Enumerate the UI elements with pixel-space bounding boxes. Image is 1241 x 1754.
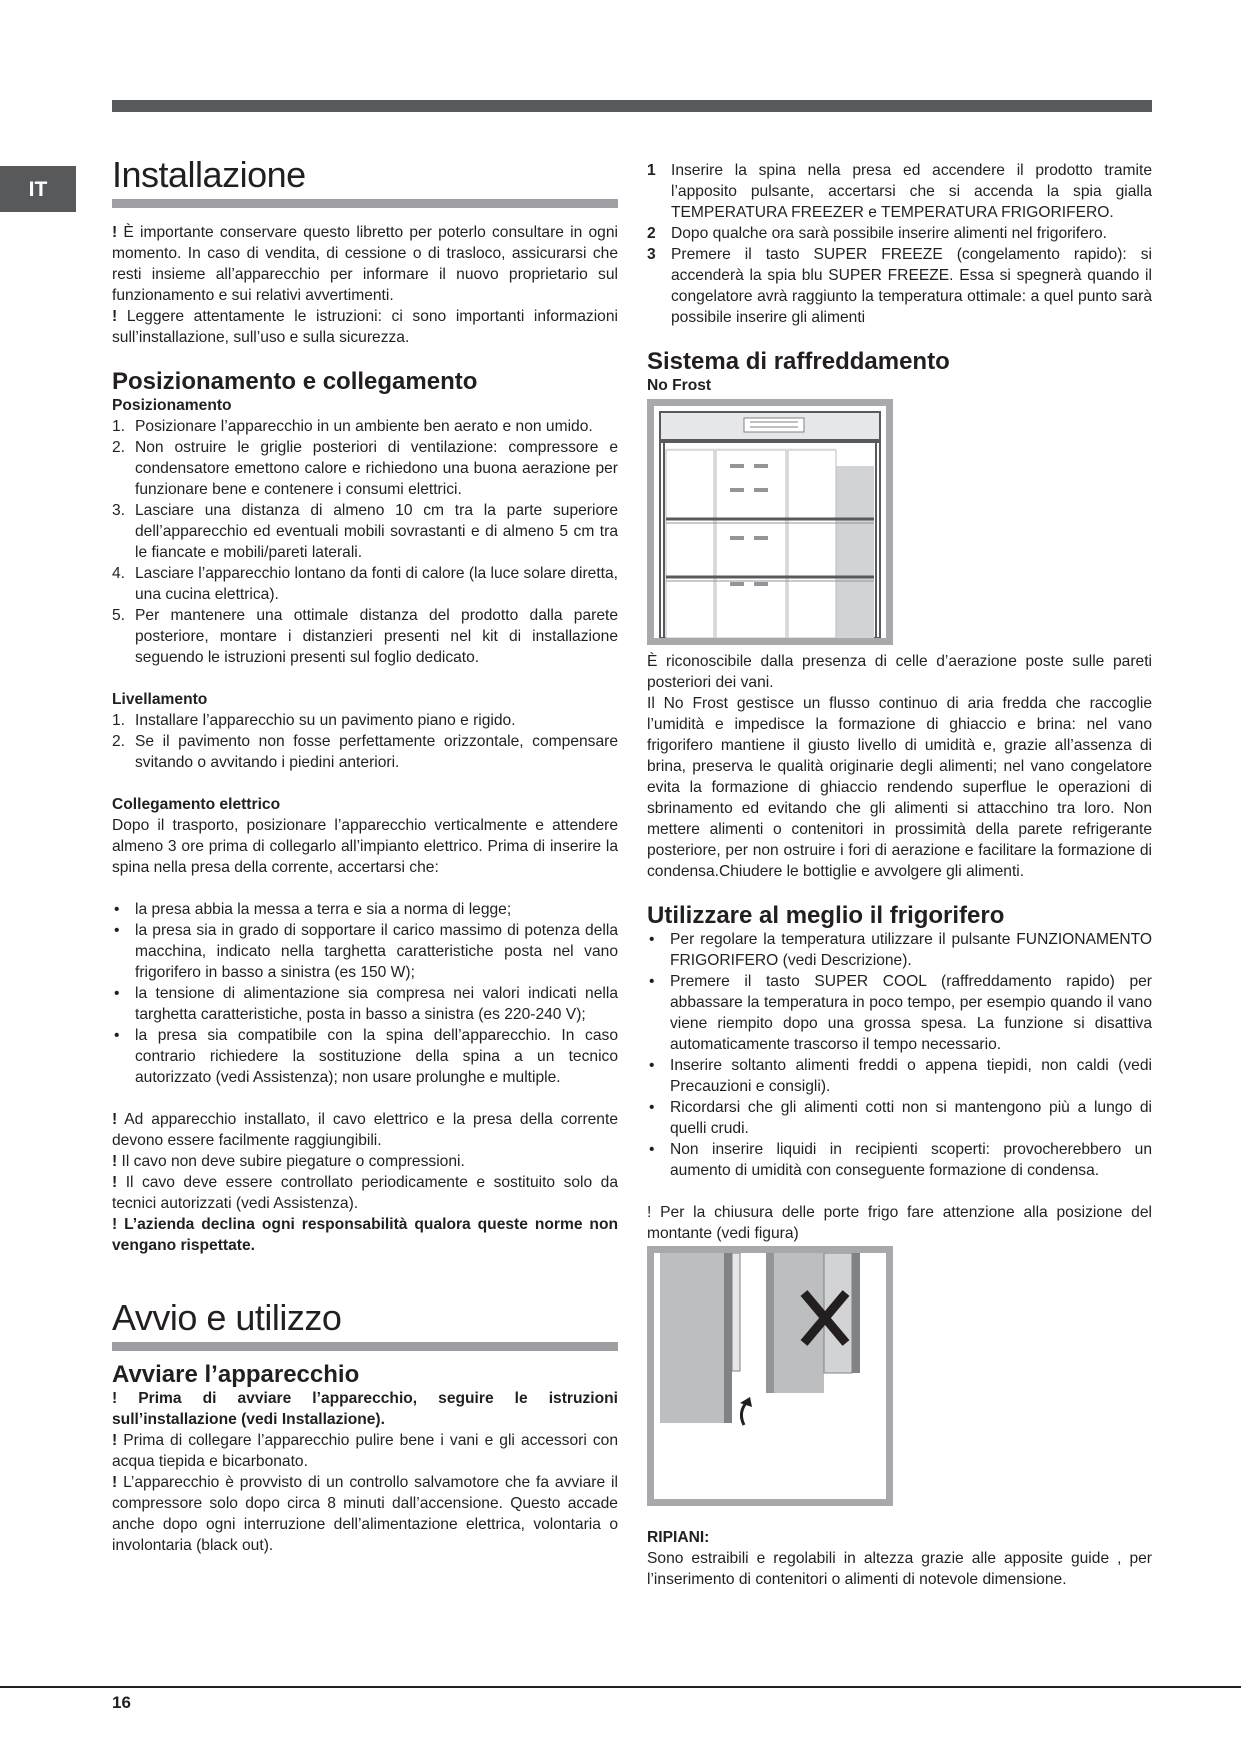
subheading-posizionamento: Posizionamento xyxy=(112,397,232,414)
collegamento-checklist xyxy=(112,899,618,1088)
list-item: • Non inserire liquidi in recipienti scoperti: provocherebbero un aumento di umidità con conseguente formazione di condensa. xyxy=(647,1139,1152,1181)
list-item: • Premere il tasto SUPER COOL (raffreddamento rapido) per abbassare la temperatura in poco tempo, per esempio quando il vano viene riempito dopo una grossa spesa. La funzione si disattiva automaticamente trascorso il tempo necessario. xyxy=(647,971,1152,1055)
section-title-installazione: Installazione xyxy=(112,154,618,208)
list-item: • la presa sia compatibile con la spina dell’apparecchio. In caso contrario richiedere la sostituzione della spina a un tecnico autorizzato (vedi Assistenza); non usare prolunghe e multiple. xyxy=(112,1025,618,1088)
livellamento-list xyxy=(112,710,618,773)
list-item: 1. Installare l’apparecchio su un pavimento piano e rigido. xyxy=(112,712,516,729)
subheading-no-frost: No Frost xyxy=(647,377,712,394)
collegamento-paragraph: Dopo il trasporto, posizionare l’apparecchio verticalmente e attendere almeno 3 ore prima di collegarlo all’impianto elettrico. Prima di inserire la spina nella presa della corrente, accertarsi che: xyxy=(112,817,618,876)
utilizzare-list xyxy=(647,929,1152,1181)
bottom-rule xyxy=(0,1686,1241,1688)
posizionamento-list xyxy=(112,416,618,668)
door-mullion-illustration xyxy=(654,1253,886,1499)
avviare-warning: ! Prima di avviare l’apparecchio, seguire le istruzioni sull’installazione (vedi Installazione). xyxy=(112,1390,618,1428)
avviare-paragraph-2: ! L’apparecchio è provvisto di un controllo salvamotore che fa avviare il compressore solo dopo circa 8 minuti dall’accensione. Questo accade anche dopo ogni interruzione dell’alimentazione elettrica, volontaria o involontaria (black out). xyxy=(112,1474,618,1554)
heading-utilizzare: Utilizzare al meglio il frigorifero xyxy=(647,902,1005,929)
list-item: 5. Per mantenere una ottimale distanza del prodotto dalla parete posteriore, montare i distanzieri presenti nel kit di installazione seguendo le istruzioni presenti sul foglio dedicato. xyxy=(112,607,618,666)
door-mullion-figure xyxy=(647,1246,893,1506)
no-frost-figure xyxy=(647,399,893,645)
left-column xyxy=(112,154,618,1556)
language-tab xyxy=(0,166,76,212)
warning-3: ! Il cavo deve essere controllato periodicamente e sostituito solo da tecnici autorizzati (vedi Assistenza). xyxy=(112,1174,618,1212)
no-frost-paragraph-2: Il No Frost gestisce un flusso continuo di aria fredda che raccoglie l’umidità e impedisce la formazione di ghiaccio e brina: nel vano frigorifero mantiene il giusto livello di umidità e, grazie all’assenza di brina, preserva le qualità originarie degli alimenti; nel vano congelatore evita la formazione di ghiaccio rendendo superflue le operazioni di sbrinamento ed evitando che gli alimenti si attacchino tra loro. Non mettere alimenti o contenitori in prossimità della parete refrigerante posteriore, per non ostruire i fori di aerazione e facilitare la formazione di condensa.Chiudere le bottiglie e avvolgere gli alimenti. xyxy=(647,695,1152,880)
warning-4: ! L’azienda declina ogni responsabilità qualora queste norme non vengano rispettate. xyxy=(112,1216,618,1254)
right-column xyxy=(647,160,1152,1590)
subheading-ripiani: RIPIANI: xyxy=(647,1529,710,1546)
door-note: ! Per la chiusura delle porte frigo fare attenzione alla posizione del montante (vedi figura) xyxy=(647,1204,1152,1242)
subheading-collegamento-elettrico: Collegamento elettrico xyxy=(112,796,281,813)
list-item: 2 Dopo qualche ora sarà possibile inserire alimenti nel frigorifero. xyxy=(647,225,1107,242)
list-item: 4. Lasciare l’apparecchio lontano da fonti di calore (la luce solare diretta, una cucina elettrica). xyxy=(112,565,618,603)
warning-1: ! Ad apparecchio installato, il cavo elettrico e la presa della corrente devono essere facilmente raggiungibili. xyxy=(112,1111,618,1149)
heading-avviare: Avviare l’apparecchio xyxy=(112,1361,360,1388)
list-item: 1. Posizionare l’apparecchio in un ambiente ben aerato e non umido. xyxy=(112,418,593,435)
list-item: 2. Non ostruire le griglie posteriori di ventilazione: compressore e condensatore emettono calore e richiedono una buona aerazione per funzionare bene e contenere i consumi elettrici. xyxy=(112,439,618,498)
intro-text-1: È importante conservare questo libretto per poterlo consultare in ogni momento. In caso di vendita, di cessione o di trasloco, assicurarsi che resti insieme all’apparecchio per informare il nuovo proprietario sul funzionamento e sui relativi avvertimenti. xyxy=(112,224,618,304)
top-rule xyxy=(112,100,1152,112)
intro-paragraph-1: ! È importante conservare questo libretto per poterlo consultare in ogni momento. In caso di vendita, di cessione o di trasloco, assicurarsi che resti insieme all’apparecchio per informare il nuovo proprietario sul funzionamento e sui relativi avvertimenti. xyxy=(112,224,618,304)
list-item: • la presa sia in grado di sopportare il carico massimo di potenza della macchina, indicato nella targhetta caratteristiche posta nel vano frigorifero in basso a sinistra (es 150 W); xyxy=(112,920,618,983)
list-item: • Ricordarsi che gli alimenti cotti non si mantengono più a lungo di quelli crudi. xyxy=(647,1097,1152,1139)
page-number: 16 xyxy=(112,1693,131,1712)
language-label: IT xyxy=(28,177,48,201)
list-item: 2. Se il pavimento non fosse perfettamente orizzontale, compensare svitando o avvitando i piedini anteriori. xyxy=(112,733,618,771)
list-item: • la tensione di alimentazione sia compresa nei valori indicati nella targhetta caratteristiche, posta in basso a sinistra (es 220-240 V); xyxy=(112,983,618,1025)
heading-posizionamento-collegamento: Posizionamento e collegamento xyxy=(112,368,478,395)
no-frost-paragraph-1: È riconoscibile dalla presenza di celle d’aerazione poste sulle pareti posteriori dei vani. xyxy=(647,653,1152,691)
heading-sistema-raffreddamento: Sistema di raffreddamento xyxy=(647,348,950,375)
intro-text-2: Leggere attentamente le istruzioni: ci sono importanti informazioni sull’installazione, sull’uso e sulla sicurezza. xyxy=(112,308,618,346)
warning-2: ! Il cavo non deve subire piegature o compressioni. xyxy=(112,1153,465,1170)
list-item: 3 Premere il tasto SUPER FREEZE (congelamento rapido): si accenderà la spia blu SUPER FREEZE. Essa si spegnerà quando il congelatore avrà raggiunto la temperatura ottimale: a quel punto sarà possibile inserire gli alimenti xyxy=(647,246,1152,326)
list-item: 3. Lasciare una distanza di almeno 10 cm tra la parte superiore dell’apparecchio ed eventuali mobili sovrastanti e di almeno 5 cm tra le fiancate e mobili/pareti laterali. xyxy=(112,502,618,561)
section-title-avvio: Avvio e utilizzo xyxy=(112,1297,618,1351)
avviare-paragraph-1: ! Prima di collegare l’apparecchio pulire bene i vani e gli accessori con acqua tiepida e bicarbonato. xyxy=(112,1432,618,1470)
fridge-interior-illustration xyxy=(654,406,886,638)
list-item: • la presa abbia la messa a terra e sia a norma di legge; xyxy=(112,899,618,920)
subheading-livellamento: Livellamento xyxy=(112,691,208,708)
list-item: 1 Inserire la spina nella presa ed accendere il prodotto tramite l’apposito pulsante, accertarsi che si accenda la spia gialla TEMPERATURA FREEZER e TEMPERATURA FRIGORIFERO. xyxy=(647,162,1152,221)
startup-steps xyxy=(647,160,1152,328)
intro-paragraph-2: ! Leggere attentamente le istruzioni: ci sono importanti informazioni sull’installazione, sull’uso e sulla sicurezza. xyxy=(112,308,618,346)
list-item: • Inserire soltanto alimenti freddi o appena tiepidi, non caldi (vedi Precauzioni e consigli). xyxy=(647,1055,1152,1097)
list-item: • Per regolare la temperatura utilizzare il pulsante FUNZIONAMENTO FRIGORIFERO (vedi Descrizione). xyxy=(647,929,1152,971)
ripiani-paragraph: Sono estraibili e regolabili in altezza grazie alle apposite guide , per l’inserimento di contenitori o alimenti di notevole dimensione. xyxy=(647,1550,1152,1588)
